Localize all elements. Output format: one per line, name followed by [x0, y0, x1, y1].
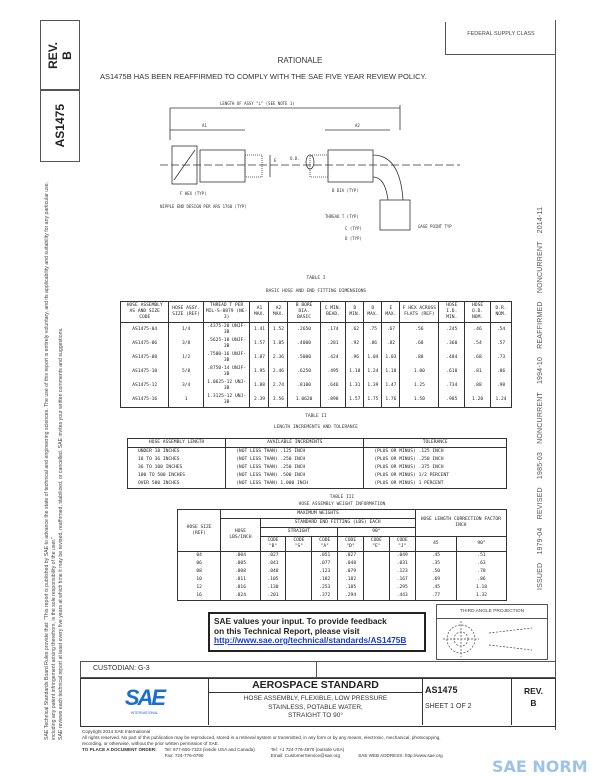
copyright: Copyright 2014 SAE International [82, 729, 151, 734]
table-cell: 36 TO 100 INCHES [128, 464, 226, 472]
table-cell: 1.24 [364, 365, 382, 379]
table-cell: .079 [338, 568, 364, 576]
table-cell: .86 [490, 365, 511, 379]
column-header: CODE "B" [260, 537, 286, 552]
feedback-link[interactable]: http://www.sae.org/technical/standards/AS1475B [214, 635, 407, 645]
hex-label: F HEX (TYP) [180, 191, 207, 196]
table-cell: 1.88 [250, 379, 269, 393]
column-header: CODE "D" [338, 537, 364, 552]
doc-number-title: AS1475 [425, 685, 458, 695]
table-cell: (NOT LESS THAN) 1.000 INCH [226, 480, 364, 489]
table-row [128, 448, 507, 457]
e-label: E [274, 158, 277, 163]
column-header: CODE "E" [363, 537, 389, 552]
column-header: THREAD T PER MIL-S-8879 (NE-3) [203, 302, 250, 323]
column-header: AVAILABLE INCREMENTS [226, 439, 364, 448]
table-cell: 1.41 [250, 323, 269, 338]
table-cell: 1.85 [269, 337, 288, 351]
table-cell: (PLUS OR MINUS) 1 PERCENT [364, 480, 507, 489]
table-row [128, 472, 507, 480]
length-label: LENGTH OF ASSY "L" (SEE NOTE 1) [220, 101, 295, 106]
feedback-box [208, 612, 426, 652]
d-label: D (TYP) [345, 236, 362, 241]
third-angle-projection-icon [437, 619, 547, 659]
table3-weight-information [177, 509, 507, 601]
table-cell: .734 [439, 379, 465, 393]
table-cell: OVER 500 INCHES [128, 480, 226, 489]
col-straight: STRAIGHT [260, 528, 338, 537]
table-cell: 1.3125-12 UNJ-3B [203, 393, 250, 408]
table-cell: .253 [312, 584, 338, 592]
table-row [121, 323, 512, 338]
column-header: HOSE ASSEMBLY LENGTH [128, 439, 226, 448]
table-cell: 1.04 [364, 351, 382, 365]
column-header: C MIN. BEAD. [320, 302, 346, 323]
table-cell: 1.20 [465, 393, 491, 408]
col-90: 90° [338, 528, 416, 537]
rev-title-value: B [530, 698, 537, 708]
rev-label: REV. [46, 41, 60, 69]
table-cell: .484 [439, 351, 465, 365]
table-cell: .105 [260, 576, 286, 584]
table-row [121, 365, 512, 379]
column-header: HOSE ASSY. SIZE (REF) [169, 302, 203, 323]
table-cell: .008 [221, 568, 260, 576]
table-row [121, 379, 512, 393]
table-cell: AS1475-12 [121, 379, 169, 393]
table-cell: .443 [389, 592, 415, 601]
table-cell: 12 [178, 584, 221, 592]
table-cell: .51 [457, 552, 507, 561]
table-cell: 08 [178, 568, 221, 576]
table-cell [363, 568, 389, 576]
sheet-number: SHEET 1 OF 2 [425, 703, 472, 710]
table1-basic-dimensions [120, 301, 512, 408]
table-cell: 1.00 [400, 365, 439, 379]
table-cell: .985 [439, 393, 465, 408]
table-row [121, 337, 512, 351]
table-row [178, 592, 507, 601]
table-cell: .048 [260, 568, 286, 576]
table-cell: .69 [415, 576, 456, 584]
column-header: CODE "S" [286, 537, 312, 552]
table-cell: .8100 [288, 379, 320, 393]
table-cell: (PLUS OR MINUS) .375 INCH [364, 464, 507, 472]
custodian [80, 661, 556, 678]
table-cell: .011 [221, 576, 260, 584]
table-cell: .57 [490, 337, 511, 351]
table-cell: 1.25 [400, 379, 439, 393]
table-cell: .54 [490, 323, 511, 338]
feedback-line-1: SAE values your input. To provide feedback [214, 616, 387, 626]
table-cell: (PLUS OR MINUS) 1/2 PERCENT [364, 472, 507, 480]
table-cell: 04 [178, 552, 221, 561]
column-header: HOSE ASSEMBLY AS AND SIZE CODE [121, 302, 169, 323]
table-cell: .77 [415, 592, 456, 601]
table-cell: AS1475-06 [121, 337, 169, 351]
email: Email: CustomerService@sae.org [270, 753, 341, 758]
fax: Fax: 724-776-0790 [164, 753, 204, 758]
col-hose-size: HOSE SIZE (REF) [178, 510, 221, 552]
table-cell: .88 [400, 351, 439, 365]
table-cell: .50 [415, 568, 456, 576]
table-row [128, 480, 507, 489]
table-cell: 1.39 [364, 379, 382, 393]
table-cell: 2.39 [250, 393, 269, 408]
title-line-2: STAINLESS, POTABLE WATER, [268, 703, 363, 711]
table-cell: .63 [457, 560, 507, 568]
table3-title: HOSE ASSEMBLY WEIGHT INFORMATION [298, 502, 386, 507]
legal-text-2: SAE reviews each technical report at least every five years at which time it may be revised, reaffirmed, stabilized, or cancelled. SAE invites your written comments and suggestions. [58, 327, 64, 740]
table-cell [363, 592, 389, 601]
table-cell: .041 [260, 560, 286, 568]
table-cell [363, 576, 389, 584]
table-cell: .295 [389, 584, 415, 592]
rev-title [511, 679, 555, 725]
table-cell: .027 [260, 552, 286, 561]
c-label: C (TYP) [345, 226, 362, 231]
table-cell: 3/4 [169, 379, 203, 393]
od-label: O.D. [290, 156, 300, 161]
table-row [121, 393, 512, 408]
table3-caption: TABLE III [329, 495, 355, 500]
column-header: 90° [457, 537, 507, 552]
col-max-weights: MAXIMUM WEIGHTS [221, 510, 415, 519]
table-cell: .048 [338, 560, 364, 568]
table-cell: .45 [415, 552, 456, 561]
table-row [178, 568, 507, 576]
revision-history: ISSUED 1979-04 REVISED 1985-03 NONCURRENT 1994-10 REAFFIRMED NONCURRENT 2014-11 [537, 206, 544, 590]
table-cell [363, 560, 389, 568]
table-cell: .88 [465, 379, 491, 393]
table-cell: 1.50 [400, 393, 439, 408]
table-cell: .281 [320, 337, 346, 351]
table-cell: .123 [312, 568, 338, 576]
table-cell: .174 [320, 323, 346, 338]
table-cell: .5625-18 UNJF-3B [203, 337, 250, 351]
column-header: B BORE DIA. BASIC [288, 302, 320, 323]
table-cell: 1.18 [457, 584, 507, 592]
table-cell: 10 [178, 576, 221, 584]
table-cell: .185 [338, 584, 364, 592]
table1-title: BASIC HOSE AND END FITTING DIMENSIONS [265, 289, 367, 294]
table-cell: 2.74 [269, 379, 288, 393]
table-cell: .6250 [288, 365, 320, 379]
table-row [128, 464, 507, 472]
table-cell: .68 [465, 351, 491, 365]
table-cell: AS1475-08 [121, 351, 169, 365]
table-cell: 1.31 [346, 379, 364, 393]
table-cell: .78 [457, 568, 507, 576]
rationale-title: RATIONALE [277, 56, 323, 65]
column-header: E MAX. [382, 302, 400, 323]
table-cell: .646 [320, 379, 346, 393]
legal-notice [44, 180, 78, 740]
table-cell: .898 [320, 393, 346, 408]
table-row [178, 560, 507, 568]
column-header: D.R. NOM. [490, 302, 511, 323]
table-cell: .7500-16 UNJF-3B [203, 351, 250, 365]
table-cell: .8750-14 UNJF-3B [203, 365, 250, 379]
table-cell: 1.18 [382, 365, 400, 379]
table-cell: 1.0620 [288, 393, 320, 408]
table-cell: 1.52 [269, 323, 288, 338]
rev-box [40, 20, 80, 90]
table-cell: UNDER 18 INCHES [128, 448, 226, 457]
col-hose-lbs: HOSE LBS/INCH [221, 519, 260, 552]
table-cell: 1.76 [382, 393, 400, 408]
table-cell: .424 [320, 351, 346, 365]
table-cell: .077 [312, 560, 338, 568]
table-cell: 1.47 [382, 379, 400, 393]
table-cell: .45 [415, 584, 456, 592]
logo-text: SAE [124, 685, 165, 710]
table-cell: 1.57 [346, 393, 364, 408]
table-cell: 1.24 [490, 393, 511, 408]
column-header: A2 MAX. [269, 302, 288, 323]
table1-heading [120, 276, 512, 294]
table-cell: (NOT LESS THAN) .125 INCH [226, 448, 364, 457]
table-cell: .98 [490, 379, 511, 393]
table1-caption: TABLE I [306, 276, 326, 281]
table-cell: .2650 [288, 323, 320, 338]
table-row [178, 552, 507, 561]
table-cell: .004 [221, 552, 260, 561]
order-label: TO PLACE A DOCUMENT ORDER: [82, 747, 157, 752]
rev-value: B [60, 50, 74, 60]
table-cell: .54 [465, 337, 491, 351]
sae-logo [81, 679, 209, 725]
column-header: D MIN. [346, 302, 364, 323]
title-line-1: HOSE ASSEMBLY, FLEXIBLE, LOW PRESSURE [243, 695, 388, 702]
table-cell: .92 [346, 337, 364, 351]
column-header: 45 [415, 537, 456, 552]
table-cell: (PLUS OR MINUS) .250 INCH [364, 456, 507, 464]
table-cell: (NOT LESS THAN) .500 INCH [226, 472, 364, 480]
table-cell: .35 [415, 560, 456, 568]
table-cell: .610 [439, 365, 465, 379]
table3-heading [177, 495, 507, 507]
col-standard-fitting: STANDARD END FITTING (LBS) EACH [260, 519, 415, 528]
nipple-label: NIPPLE END DESIGN PER ARS 1760 (TYP) [160, 204, 247, 209]
rights-2: recording, or otherwise, without the prior written permission of SAE. [82, 741, 220, 746]
table-cell: .372 [312, 592, 338, 601]
table-cell [363, 552, 389, 561]
table-cell: .75 [364, 323, 382, 338]
table-cell [363, 584, 389, 592]
a1-label: A1 [202, 123, 207, 128]
doc-number: AS1475 [53, 104, 67, 148]
table-cell: 100 TO 500 INCHES [128, 472, 226, 480]
table-cell: .62 [346, 323, 364, 338]
table-cell: 06 [178, 560, 221, 568]
table-cell: .67 [382, 323, 400, 338]
table-cell: .027 [338, 552, 364, 561]
table-cell [286, 584, 312, 592]
thread-label: THREAD T (TYP) [325, 214, 359, 219]
column-header: CODE "J" [389, 537, 415, 552]
table-cell: 16 [178, 592, 221, 601]
rationale-text: AS1475B HAS BEEN REAFFIRMED TO COMPLY WITH THE SAE FIVE YEAR REVIEW POLICY. [100, 72, 427, 81]
table-cell: .005 [221, 560, 260, 568]
b-dia-label: B DIA (TYP) [332, 188, 359, 193]
tel-outside: Tel: +1 724-776-4970 (outside USA) [270, 747, 345, 752]
table-cell: .4000 [288, 337, 320, 351]
column-header: TOLERANCE [364, 439, 507, 448]
logo-sub: INTERNATIONAL [130, 711, 159, 715]
web-address: SAE WEB ADDRESS: http://www.sae.org [358, 753, 443, 758]
table-cell: .82 [382, 337, 400, 351]
table-cell: .123 [389, 568, 415, 576]
table-cell: 1/2 [169, 351, 203, 365]
table-cell: (NOT LESS THAN) .250 INCH [226, 456, 364, 464]
table-cell: .5000 [288, 351, 320, 365]
table2-length-tolerance [127, 438, 507, 489]
table-cell: 1.0625-12 UNJ-3B [203, 379, 250, 393]
table-row [128, 456, 507, 464]
title-line-3: STRAIGHT TO 90° [288, 712, 343, 719]
custodian-text: CUSTODIAN: G-3 [93, 665, 150, 672]
table-cell: .86 [457, 576, 507, 584]
table2-title: LENGTH INCREMENTS AND TOLERANCE [274, 425, 358, 430]
table-cell: 1 [169, 393, 203, 408]
table-cell: 2.36 [269, 351, 288, 365]
table-cell: .167 [389, 576, 415, 584]
table-cell: .031 [389, 560, 415, 568]
table-row [178, 576, 507, 584]
table-cell: 5/8 [169, 365, 203, 379]
table-cell: .73 [490, 351, 511, 365]
column-header: F HEX ACROSS FLATS (REF) [400, 302, 439, 323]
table-cell: .56 [400, 323, 439, 338]
table-cell: .024 [221, 592, 260, 601]
table-cell: 1/4 [169, 323, 203, 338]
table-cell: .182 [338, 576, 364, 584]
table2-caption: TABLE II [305, 414, 327, 419]
table-cell: 1.18 [346, 365, 364, 379]
table-cell [286, 576, 312, 584]
table-cell: .294 [338, 592, 364, 601]
column-header: CODE "A" [312, 537, 338, 552]
table-cell [286, 592, 312, 601]
table-cell: 18 TO 36 INCHES [128, 456, 226, 464]
column-header: A1 MAX. [250, 302, 269, 323]
gage-point-label: GAGE POINT TYP [418, 224, 452, 229]
projection-box [436, 604, 548, 660]
table-cell: AS1475-10 [121, 365, 169, 379]
rights-1: All rights reserved. No part of this publication may be reproduced, stored in a retrieval system or transmitted, in any form or by any means, electronic, mechanical, photocopying, [82, 735, 441, 740]
table-cell: .96 [346, 351, 364, 365]
col-correction-factor: HOSE LENGTH CORRECTION FACTOR INCH [415, 510, 506, 537]
table2-heading [120, 414, 512, 430]
table-cell: .81 [465, 365, 491, 379]
table-cell: .4375-20 UNJF-3B [203, 323, 250, 338]
table-cell [286, 560, 312, 568]
table-cell: 3/8 [169, 337, 203, 351]
table-cell: .049 [389, 552, 415, 561]
a2-label: A2 [355, 123, 360, 128]
doc-number-box [40, 90, 80, 162]
table-cell: .130 [260, 584, 286, 592]
table-cell: 1.03 [382, 351, 400, 365]
table-cell: .360 [439, 337, 465, 351]
document-title [209, 693, 423, 725]
table-cell: .245 [439, 323, 465, 338]
table-cell [286, 568, 312, 576]
projection-label: THIRD ANGLE PROJECTION [437, 605, 547, 619]
table-cell: AS1475-16 [121, 393, 169, 408]
table-cell: 1.87 [250, 351, 269, 365]
table-cell: .68 [400, 337, 439, 351]
table-cell: 1.95 [250, 365, 269, 379]
tel: Tel: 877-606-7323 (inside USA and Canada) [164, 747, 255, 752]
table-cell [286, 552, 312, 561]
column-header: HOSE I.D. MIN. [439, 302, 465, 323]
table-cell: 1.75 [364, 393, 382, 408]
table-cell: (NOT LESS THAN) .250 INCH [226, 464, 364, 472]
table-cell: .201 [260, 592, 286, 601]
column-header: HOSE O.D. NOM. [465, 302, 491, 323]
table-cell: (PLUS OR MINUS) .125 INCH [364, 448, 507, 457]
column-header: D MAX. [364, 302, 382, 323]
table-cell: .016 [221, 584, 260, 592]
table-cell: .46 [465, 323, 491, 338]
legal-text-1: SAE Technical Standards Board Rules provide that: "This report is published by SAE to advance the state of technical and engineering sciences. The use of this report is entirely voluntary, and its applicability and suitability for any particular use, including any patent infringement arising therefrom, is the sole responsibility of the user." [44, 181, 57, 740]
table-cell: .86 [364, 337, 382, 351]
table-row [121, 351, 512, 365]
table-cell: 3.56 [269, 393, 288, 408]
table-cell: .495 [320, 365, 346, 379]
footer [82, 729, 482, 759]
table-cell: 1.32 [457, 592, 507, 601]
sae-norm-watermark: SAE NORM [492, 757, 588, 776]
rev-title-label: REV. [523, 686, 544, 696]
title-block [80, 678, 556, 727]
table-cell: 2.46 [269, 365, 288, 379]
table-cell: AS1475-04 [121, 323, 169, 338]
table-row [178, 584, 507, 592]
standard-heading: AEROSPACE STANDARD [209, 679, 423, 693]
federal-supply-class: FEDERAL SUPPLY CLASS [445, 22, 556, 55]
table-cell: 1.57 [250, 337, 269, 351]
hose-assembly-drawing [160, 100, 460, 250]
table-cell: .182 [312, 576, 338, 584]
table-cell: .051 [312, 552, 338, 561]
feedback-line-2: on this Technical Report, please visit [214, 625, 360, 636]
